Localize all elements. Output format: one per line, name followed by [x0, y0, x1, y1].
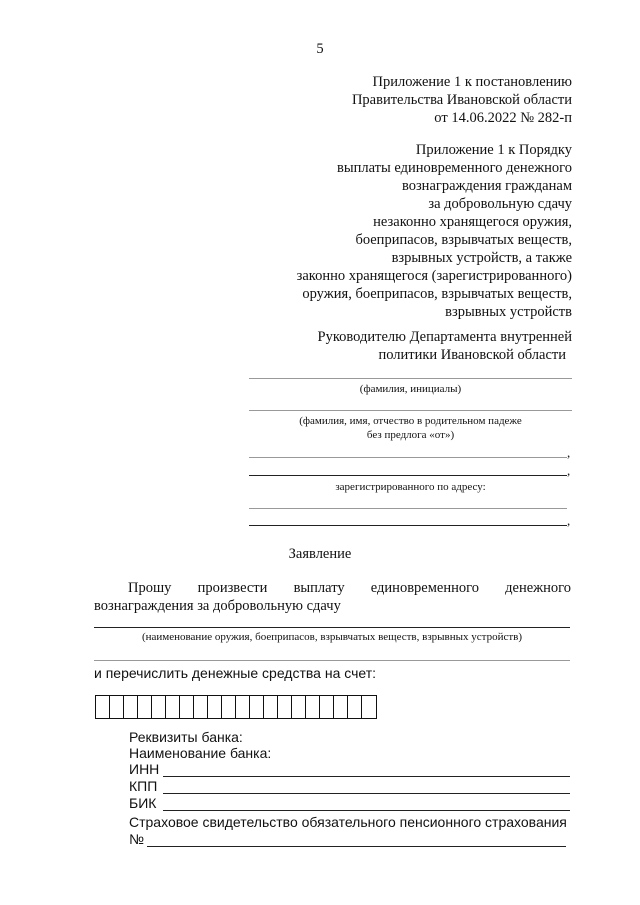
order-appendix-line: за добровольную сдачу	[428, 196, 572, 212]
bik-label: БИК	[129, 795, 157, 811]
fullname-line[interactable]	[249, 410, 572, 411]
request-word: произвести	[197, 580, 268, 596]
account-digit-cell[interactable]	[124, 696, 138, 718]
request-word: Прошу	[128, 580, 172, 596]
appendix-header-line: Правительства Ивановской области	[351, 92, 572, 108]
name-line[interactable]	[249, 475, 567, 476]
order-appendix-line: боеприпасов, взрывчатых веществ,	[355, 232, 572, 248]
account-digit-cell[interactable]	[138, 696, 152, 718]
bank-name-label: Наименование банка:	[129, 745, 272, 761]
order-appendix-line: вознаграждения гражданам	[401, 178, 572, 194]
account-digit-cell[interactable]	[362, 696, 376, 718]
appendix-header-line: от 14.06.2022 № 282-п	[434, 110, 572, 126]
fullname-caption-line: без предлога «от»)	[366, 429, 455, 441]
request-word: единовременного	[370, 580, 479, 596]
comma-mark: ,	[567, 513, 571, 528]
order-appendix-line: выплаты единовременного денежного	[337, 160, 572, 176]
pension-number-field[interactable]	[147, 846, 566, 847]
registered-caption: зарегистрированного по адресу:	[335, 481, 486, 493]
comma-mark: ,	[567, 463, 571, 478]
pension-certificate-label: Страховое свидетельство обязательного пенсионного страхования	[129, 814, 567, 830]
order-appendix-line: взрывных устройств, а также	[391, 250, 572, 266]
account-digit-cell[interactable]	[180, 696, 194, 718]
request-word: денежного	[505, 580, 571, 596]
order-appendix-header	[152, 141, 572, 321]
account-digit-cell[interactable]	[166, 696, 180, 718]
bank-requisites-label: Реквизиты банка:	[129, 729, 243, 745]
weapon-continuation-line[interactable]	[94, 660, 570, 661]
bik-field[interactable]	[163, 810, 570, 811]
account-digit-cell[interactable]	[194, 696, 208, 718]
order-appendix-line: незаконно хранящегося оружия,	[373, 214, 572, 230]
account-digit-cell[interactable]	[292, 696, 306, 718]
account-digit-cell[interactable]	[96, 696, 110, 718]
account-digit-cell[interactable]	[306, 696, 320, 718]
comma-mark: ,	[567, 445, 571, 460]
recipient-block	[172, 328, 572, 364]
order-appendix-line: взрывных устройств	[445, 304, 572, 320]
inn-field[interactable]	[163, 776, 570, 777]
fullname-caption	[249, 414, 572, 442]
fullname-caption-line: (фамилия, имя, отчество в родительном падеже	[299, 415, 522, 427]
weapon-caption: (наименование оружия, боеприпасов, взрывчатых веществ, взрывных устройств)	[141, 631, 523, 643]
appendix-header	[212, 73, 572, 127]
order-appendix-line: законно хранящегося (зарегистрированного)	[296, 268, 572, 284]
account-digit-cell[interactable]	[250, 696, 264, 718]
address-line[interactable]	[249, 508, 567, 509]
account-digit-cell[interactable]	[278, 696, 292, 718]
surname-line[interactable]	[249, 378, 572, 379]
account-digit-cell[interactable]	[152, 696, 166, 718]
transfer-text: и перечислить денежные средства на счет:	[94, 665, 377, 681]
appendix-header-line: Приложение 1 к постановлению	[372, 74, 572, 90]
weapon-line[interactable]	[94, 627, 570, 628]
surname-caption: (фамилия, инициалы)	[359, 383, 462, 395]
inn-label: ИНН	[129, 761, 160, 777]
name-line[interactable]	[249, 457, 567, 458]
account-digit-cell[interactable]	[334, 696, 348, 718]
number-label: №	[129, 831, 145, 847]
account-digit-cell[interactable]	[320, 696, 334, 718]
request-line-1	[128, 579, 571, 597]
application-title: Заявление	[288, 546, 352, 562]
kpp-label: КПП	[129, 778, 158, 794]
order-appendix-line: Приложение 1 к Порядку	[415, 142, 572, 158]
account-digit-cell[interactable]	[348, 696, 362, 718]
kpp-field[interactable]	[163, 793, 570, 794]
request-line-2: вознаграждения за добровольную сдачу	[94, 598, 341, 614]
page-number: 5	[316, 41, 324, 57]
request-word: выплату	[293, 580, 345, 596]
account-digit-cell[interactable]	[222, 696, 236, 718]
order-appendix-line: оружия, боеприпасов, взрывчатых веществ,	[302, 286, 572, 302]
recipient-line: Руководителю Департамента внутренней	[317, 329, 572, 345]
recipient-line: политики Ивановской области	[378, 347, 566, 363]
account-number-field[interactable]	[95, 695, 377, 719]
account-digit-cell[interactable]	[110, 696, 124, 718]
address-line[interactable]	[249, 525, 567, 526]
account-digit-cell[interactable]	[208, 696, 222, 718]
account-digit-cell[interactable]	[264, 696, 278, 718]
account-digit-cell[interactable]	[236, 696, 250, 718]
